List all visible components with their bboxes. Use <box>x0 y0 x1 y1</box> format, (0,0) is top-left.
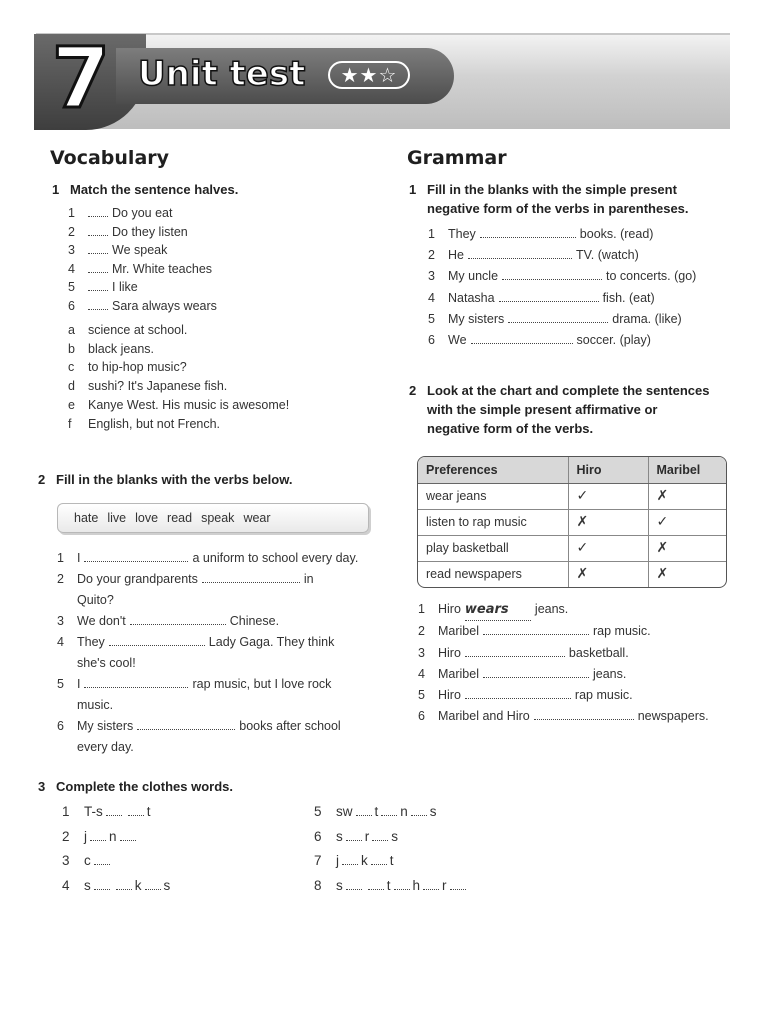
word-bank-word: live <box>107 511 127 525</box>
given-letters: s <box>336 828 343 844</box>
item-text-after: rap music. <box>593 624 651 639</box>
list-item <box>428 224 696 245</box>
item-number: 2 <box>57 572 64 586</box>
item-number: 1 <box>62 804 70 819</box>
letter-blank[interactable] <box>116 878 132 890</box>
item-text-before: My sisters <box>77 719 134 733</box>
answer-blank[interactable] <box>480 227 576 238</box>
cross-icon: ✗ <box>568 561 648 587</box>
item-number: 5 <box>68 280 75 294</box>
word-bank-word: wear <box>243 511 271 525</box>
given-letters: n <box>400 804 408 819</box>
cross-icon: ✗ <box>648 483 726 509</box>
instruction-line: negative form of the verbs in parentheses. <box>427 201 689 216</box>
item-text-after: rap music. <box>574 688 633 703</box>
check-icon: ✓ <box>648 509 726 535</box>
given-letters: r <box>442 877 447 893</box>
match-first-halves <box>68 204 217 315</box>
instruction-text: Match the sentence halves. <box>70 182 239 197</box>
item-text-continued: she's cool! <box>77 656 136 670</box>
item-text-before: Natasha <box>448 290 495 305</box>
answer-blank[interactable] <box>84 677 188 688</box>
list-item <box>418 664 709 685</box>
item-text-before: We <box>448 333 467 348</box>
item-number: 6 <box>68 298 75 313</box>
header-maribel: Maribel <box>648 457 726 483</box>
answer-blank[interactable] <box>84 551 188 562</box>
given-letters: s <box>391 828 398 844</box>
item-number: 1 <box>428 227 435 241</box>
cross-icon: ✗ <box>568 509 648 535</box>
item-text-before: Hiro <box>438 688 461 703</box>
clothes-word <box>314 829 469 854</box>
letter-blank[interactable] <box>94 878 110 890</box>
given-letters: h <box>412 877 421 893</box>
table-row <box>418 535 726 561</box>
word-bank-word: love <box>135 511 159 525</box>
match-letter-blank[interactable] <box>88 262 108 273</box>
table-row <box>418 509 726 535</box>
item-text: sushi? It's Japanese fish. <box>88 379 228 394</box>
answer-blank[interactable] <box>130 614 226 625</box>
list-item <box>57 548 358 569</box>
given-letters: j <box>336 853 339 868</box>
item-text-continued: every day. <box>77 740 134 754</box>
cross-icon: ✗ <box>648 535 726 561</box>
item-number: 2 <box>418 624 425 639</box>
clothes-word <box>314 878 469 903</box>
item-text-before: Maribel and Hiro <box>438 709 530 724</box>
clothes-word <box>314 853 469 878</box>
match-letter-blank[interactable] <box>88 280 108 291</box>
vocab-ex3-instruction <box>38 777 233 796</box>
letter-blank[interactable] <box>450 878 466 890</box>
match-letter-blank[interactable] <box>88 225 108 236</box>
item-number: 3 <box>418 645 425 660</box>
header-hiro: Hiro <box>568 457 648 483</box>
item-text-after: basketball. <box>568 645 629 660</box>
item-number: 3 <box>68 243 75 257</box>
clothes-word <box>62 804 170 829</box>
item-text-after: a uniform to school every day. <box>192 551 359 565</box>
letter-blank[interactable] <box>145 878 161 890</box>
item-text-after: rap music, but I love rock <box>192 677 332 691</box>
letter-blank[interactable] <box>394 878 410 890</box>
list-item <box>68 358 289 377</box>
letter-blank[interactable] <box>411 804 427 816</box>
item-text-after: soccer. (play) <box>576 333 651 348</box>
list-item <box>68 297 217 316</box>
answer-blank[interactable] <box>499 291 599 302</box>
item-number: 5 <box>418 688 425 703</box>
list-item <box>68 396 289 415</box>
page-title: Unit test <box>138 54 306 94</box>
clothes-word <box>314 804 469 829</box>
item-letter: d <box>68 379 75 394</box>
item-number: 7 <box>314 853 322 868</box>
item-number: 3 <box>62 853 70 868</box>
list-item <box>68 260 217 279</box>
word-bank-word: read <box>167 511 193 525</box>
item-text-after: TV. (watch) <box>575 248 639 263</box>
clothes-word <box>62 829 170 854</box>
instruction-text: Fill in the blanks with the verbs below. <box>56 472 293 487</box>
exercise-number: 1 <box>409 182 417 197</box>
answer-blank[interactable] <box>471 333 573 344</box>
letter-blank[interactable] <box>90 829 106 841</box>
exercise-number: 1 <box>52 182 60 197</box>
answer-blank[interactable] <box>465 646 565 657</box>
item-number: 2 <box>62 828 70 844</box>
list-item <box>428 309 696 330</box>
vocab-ex1-instruction <box>52 180 238 199</box>
list-item-continuation <box>57 737 358 758</box>
list-item <box>428 266 696 287</box>
item-text: English, but not French. <box>88 416 221 431</box>
item-text: black jeans. <box>88 341 155 356</box>
chart-sentences-list <box>418 599 709 728</box>
word-bank <box>57 503 369 533</box>
match-letter-blank[interactable] <box>88 206 108 217</box>
given-letters: T-s <box>84 804 103 819</box>
given-letters: s <box>163 877 171 893</box>
list-item <box>68 377 289 396</box>
item-number: 1 <box>68 206 75 220</box>
clothes-words-left <box>62 804 170 902</box>
item-number: 6 <box>428 333 435 348</box>
clothes-words-right <box>314 804 469 902</box>
list-item <box>57 674 358 695</box>
preference-cell: listen to rap music <box>418 509 568 535</box>
item-text: Kanye West. His music is awesome! <box>88 397 290 412</box>
instruction-line: with the simple present affirmative or <box>427 402 658 417</box>
item-number: 4 <box>418 666 425 681</box>
list-item-continuation <box>57 695 358 716</box>
exercise-number: 3 <box>38 779 46 794</box>
list-item <box>57 569 358 590</box>
given-letters: j <box>84 828 87 844</box>
list-item <box>418 706 709 727</box>
item-text-before: He <box>448 248 464 263</box>
item-text: I like <box>112 280 138 294</box>
vocabulary-title: Vocabulary <box>50 147 170 169</box>
item-number: 5 <box>314 804 322 819</box>
list-item <box>418 643 709 664</box>
item-text-after: fish. (eat) <box>602 290 655 305</box>
item-text-after: jeans. <box>534 602 569 616</box>
letter-blank[interactable] <box>381 804 397 816</box>
item-text-before: Maribel <box>438 666 479 681</box>
item-number: 3 <box>428 269 435 284</box>
list-item <box>68 223 217 242</box>
cross-icon: ✗ <box>648 561 726 587</box>
item-number: 4 <box>62 877 70 893</box>
item-number: 2 <box>68 224 75 239</box>
list-item <box>68 204 217 223</box>
answer-blank[interactable] <box>483 624 589 635</box>
list-item <box>68 340 289 359</box>
item-number: 4 <box>57 635 64 649</box>
item-number: 5 <box>57 677 64 691</box>
header-preferences: Preferences <box>418 457 568 483</box>
list-item <box>428 330 696 351</box>
list-item <box>68 241 217 260</box>
letter-blank[interactable] <box>346 829 362 841</box>
list-item <box>68 321 289 340</box>
item-text-before: Do your grandparents <box>77 572 198 586</box>
item-text-before: Hiro <box>438 645 461 660</box>
item-text-before: Maribel <box>438 624 479 639</box>
instruction-line: Fill in the blanks with the simple present <box>427 182 677 197</box>
given-letters: t <box>386 877 391 893</box>
item-number: 6 <box>314 828 322 844</box>
given-letters: n <box>109 828 117 844</box>
list-item <box>418 599 709 621</box>
item-text-after: books after school <box>239 719 341 733</box>
item-text-continued: music. <box>77 698 114 712</box>
difficulty-stars-icon: ★★☆ <box>328 61 410 89</box>
item-number: 8 <box>314 877 322 893</box>
answer-blank[interactable] <box>502 269 602 280</box>
list-item <box>57 716 358 737</box>
item-text-after: drama. (like) <box>612 311 682 326</box>
item-number: 4 <box>428 290 435 305</box>
item-letter: b <box>68 341 75 356</box>
letter-blank[interactable] <box>356 804 372 816</box>
list-item <box>68 415 289 434</box>
list-item <box>57 632 358 653</box>
answer-blank[interactable] <box>534 709 634 720</box>
check-icon: ✓ <box>568 535 648 561</box>
list-item-continuation <box>57 653 358 674</box>
letter-blank[interactable] <box>106 804 122 816</box>
item-text-continued: Quito? <box>77 593 114 607</box>
given-letters: c <box>84 853 91 868</box>
grammar-title: Grammar <box>407 147 507 169</box>
table-row <box>418 561 726 587</box>
given-letters: s <box>429 804 437 819</box>
item-text: science at school. <box>88 323 188 337</box>
answer-blank[interactable] <box>508 312 608 323</box>
given-letters: sw <box>336 804 353 819</box>
item-text-before: My sisters <box>448 311 505 326</box>
item-text-before: My uncle <box>448 269 499 284</box>
item-text-before: Hiro <box>438 602 461 616</box>
item-text: Mr. White teaches <box>112 261 213 276</box>
match-second-halves <box>68 321 289 433</box>
fill-blank-list <box>57 548 358 758</box>
item-text: We speak <box>112 243 168 257</box>
item-text: Do they listen <box>112 224 188 239</box>
item-number: 6 <box>57 719 64 733</box>
item-number: 4 <box>68 261 75 276</box>
table-row <box>418 483 726 509</box>
answer-blank[interactable] <box>109 635 205 646</box>
letter-blank[interactable] <box>94 853 110 865</box>
letter-blank[interactable] <box>346 878 362 890</box>
item-number: 1 <box>57 551 64 565</box>
item-text: Sara always wears <box>112 298 217 313</box>
preference-cell: read newspapers <box>418 561 568 587</box>
given-letters: s <box>84 877 91 893</box>
instruction-line: Look at the chart and complete the sentences <box>427 383 710 398</box>
item-number: 2 <box>428 248 435 263</box>
answer-blank[interactable] <box>468 248 572 259</box>
list-item <box>57 611 358 632</box>
item-text-after: Lady Gaga. They think <box>208 635 335 649</box>
item-letter: e <box>68 397 75 412</box>
letter-blank[interactable] <box>371 853 387 865</box>
letter-blank[interactable] <box>342 853 358 865</box>
given-letters: r <box>364 828 370 844</box>
negative-form-list <box>428 224 696 351</box>
item-text-before: They <box>77 635 105 649</box>
item-letter: a <box>68 323 75 337</box>
match-letter-blank[interactable] <box>88 299 108 310</box>
item-letter: f <box>68 416 72 431</box>
exercise-number: 2 <box>38 472 46 487</box>
item-text-before: I <box>77 551 81 565</box>
preference-cell: wear jeans <box>418 483 568 509</box>
list-item <box>428 288 696 309</box>
item-text-after: newspapers. <box>637 709 709 724</box>
item-text-before: They <box>448 227 476 241</box>
match-letter-blank[interactable] <box>88 243 108 254</box>
clothes-word <box>62 853 170 878</box>
letter-blank[interactable] <box>128 804 144 816</box>
item-text-before: We don't <box>77 614 126 628</box>
item-text-after: to concerts. (go) <box>606 269 697 284</box>
given-letters: t <box>374 804 379 819</box>
item-number: 1 <box>418 602 425 616</box>
vocab-ex2-instruction <box>38 470 292 489</box>
list-item <box>428 245 696 266</box>
handwritten-answer[interactable]: wears <box>465 599 531 621</box>
item-text: Do you eat <box>112 206 173 220</box>
list-item <box>68 278 217 297</box>
given-letters: k <box>361 853 368 868</box>
preference-cell: play basketball <box>418 535 568 561</box>
list-item <box>418 621 709 642</box>
item-text: to hip-hop music? <box>88 360 187 375</box>
grammar-ex2-instruction <box>409 381 709 438</box>
letter-blank[interactable] <box>368 878 384 890</box>
item-number: 3 <box>57 614 64 628</box>
grammar-ex1-instruction <box>409 180 689 218</box>
exercise-number: 2 <box>409 383 417 398</box>
given-letters: s <box>336 877 343 893</box>
item-text-after: in <box>303 572 314 586</box>
letter-blank[interactable] <box>423 878 439 890</box>
letter-blank[interactable] <box>120 829 136 841</box>
item-text-after: Chinese. <box>229 614 280 628</box>
answer-blank[interactable] <box>202 572 300 583</box>
instruction-line: negative form of the verbs. <box>427 421 594 436</box>
item-text-before: I <box>77 677 81 691</box>
list-item-continuation <box>57 590 358 611</box>
given-letters: k <box>134 877 142 893</box>
item-text-after: books. (read) <box>579 227 654 241</box>
item-number: 5 <box>428 311 435 326</box>
letter-blank[interactable] <box>372 829 388 841</box>
item-text-after: jeans. <box>593 666 627 681</box>
clothes-word <box>62 878 170 903</box>
unit-number: 7 <box>51 29 109 127</box>
given-letters: t <box>146 804 151 819</box>
list-item <box>418 685 709 706</box>
item-letter: c <box>68 360 75 375</box>
check-icon: ✓ <box>568 483 648 509</box>
word-bank-word: speak <box>201 511 235 525</box>
answer-blank[interactable] <box>483 667 589 678</box>
preferences-chart <box>417 456 727 588</box>
answer-blank[interactable] <box>465 688 571 699</box>
item-number: 6 <box>418 709 425 724</box>
instruction-text <box>427 381 709 438</box>
instruction-text: Complete the clothes words. <box>56 779 233 794</box>
word-bank-word: hate <box>74 511 99 525</box>
answer-blank[interactable] <box>137 719 235 730</box>
instruction-text <box>427 180 689 218</box>
given-letters: t <box>389 853 394 868</box>
